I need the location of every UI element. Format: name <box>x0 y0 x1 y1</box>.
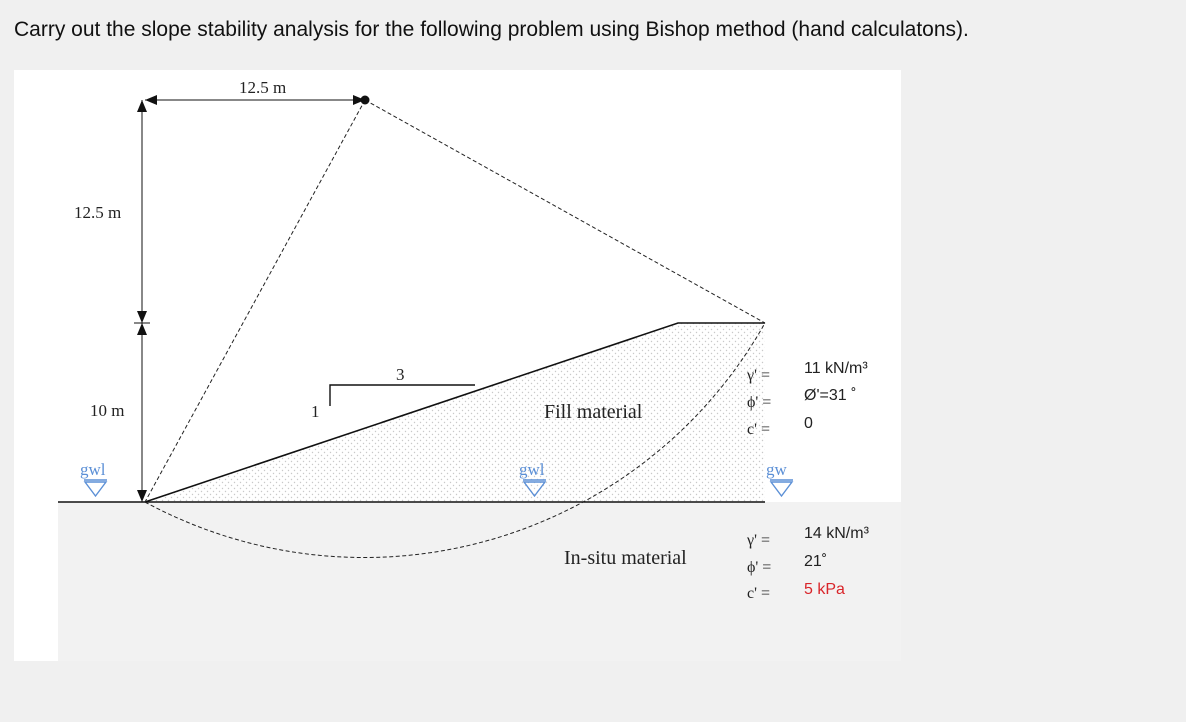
water-level-triangle-icon <box>771 482 792 496</box>
insitu-gamma-value: 14 kN/m³ <box>804 525 869 542</box>
insitu-phi-value: 21˚ <box>804 553 828 570</box>
fill-phi-symbol: ϕ' = <box>747 394 772 411</box>
fill-gamma-symbol: γ' = <box>747 367 770 384</box>
top-dimension-label: 12.5 m <box>239 78 287 97</box>
slope-run-label: 3 <box>396 365 405 384</box>
fill-c-symbol: c' = <box>747 421 771 438</box>
question-text: Carry out the slope stability analysis for the following problem using Bishop method (hand calculatons). <box>14 18 969 41</box>
insitu-material-label: In-situ material <box>564 547 687 569</box>
fill-gamma-value: 11 kN/m³ <box>804 360 868 377</box>
gwl-marker-left <box>80 460 107 496</box>
gwl-label-mid: gwl <box>519 460 545 479</box>
gwl-label-left: gwl <box>80 460 106 479</box>
fill-material-label: Fill material <box>544 401 643 423</box>
fill-properties <box>746 360 868 438</box>
vdim-arrow-mid-up <box>137 311 147 323</box>
insitu-gamma-symbol: γ' = <box>747 532 770 549</box>
radius-line-right <box>365 100 765 323</box>
water-level-triangle-icon <box>85 482 106 496</box>
slope-figure <box>14 70 901 661</box>
fill-embankment <box>145 323 765 502</box>
fill-phi-value: Ø'=31 ˚ <box>804 387 857 404</box>
left-upper-dimension-label: 12.5 m <box>74 203 122 222</box>
slope-rise-label: 1 <box>311 402 320 421</box>
fill-c-value: 0 <box>804 415 813 432</box>
insitu-ground <box>58 502 901 661</box>
insitu-c-symbol: c' = <box>747 585 771 602</box>
top-dim-arrow-left <box>145 95 157 105</box>
insitu-c-value: 5 kPa <box>804 581 845 598</box>
gwl-label-right: gw <box>766 460 787 479</box>
vdim-arrow-top <box>137 100 147 112</box>
vdim-arrow-mid-down <box>137 323 147 335</box>
left-lower-dimension-label: 10 m <box>90 401 125 420</box>
slope-diagram <box>14 70 901 661</box>
gwl-marker-right <box>766 460 793 496</box>
insitu-phi-symbol: ϕ' = <box>747 559 772 576</box>
